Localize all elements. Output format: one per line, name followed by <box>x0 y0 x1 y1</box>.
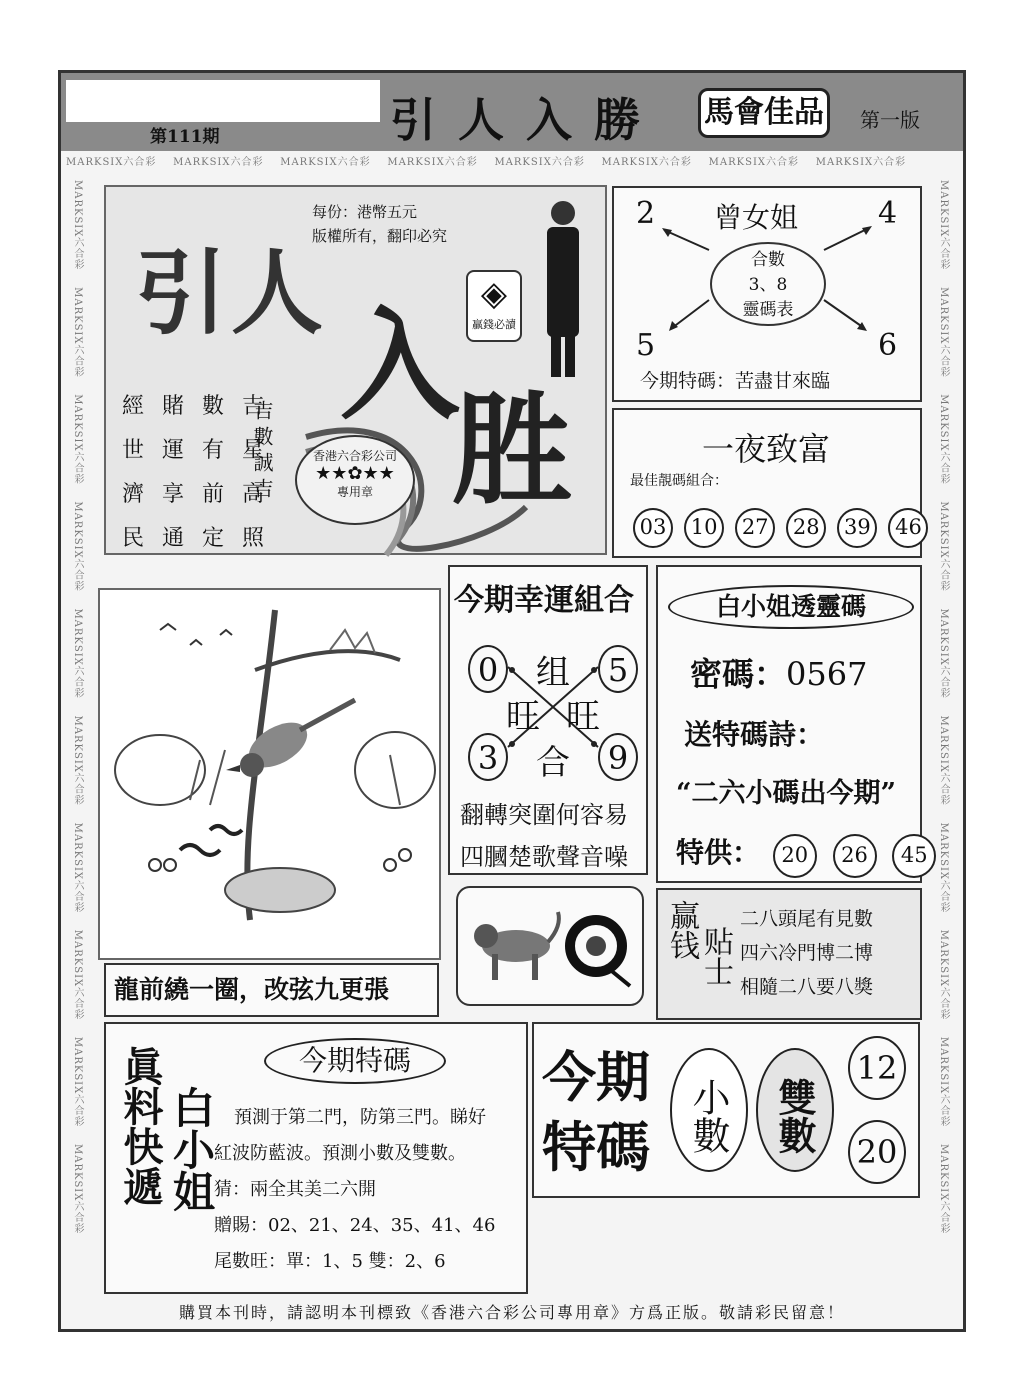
watermark-text: MARKSIX六合彩 <box>72 1036 83 1128</box>
zeng-center-line: 3、8 <box>748 275 788 295</box>
bai-secret-label: 密碼： <box>690 655 787 693</box>
bird-illustration <box>98 588 441 960</box>
watermark-text: MARKSIX六合彩 <box>494 157 585 168</box>
hero-side-poem: 吉數誠吉 <box>250 400 274 504</box>
lucky-char-top: 组 <box>536 653 570 693</box>
snake-icon <box>558 910 638 990</box>
watermark-text: MARKSIX六合彩 <box>938 1143 949 1235</box>
poem-row: 濟享前高 <box>122 482 283 507</box>
watermark-text: MARKSIX六合彩 <box>72 1143 83 1235</box>
zeng-center-line: 靈碼表 <box>742 300 794 320</box>
seal-text: 香港六合彩公司 <box>312 449 397 463</box>
fast-tips-line: 預測于第二門，防第三門。睇好 <box>234 1107 486 1128</box>
dragon-line: 龍前繞一圈，改弦九更張 <box>104 963 439 1017</box>
watermark-text: MARKSIX六合彩 <box>938 1036 949 1128</box>
watermark-text: MARKSIX六合彩 <box>72 929 83 1021</box>
fortune-panel <box>612 408 922 558</box>
watermark-text: MARKSIX六合彩 <box>601 157 692 168</box>
zodiac-animals-panel <box>456 886 644 1006</box>
watermark-column-right <box>936 180 951 1290</box>
lucky-number-br: 9 <box>598 733 638 781</box>
watermark-text: MARKSIX六合彩 <box>938 929 949 1021</box>
tips-panel <box>656 888 922 1020</box>
watermark-text: MARKSIX六合彩 <box>72 501 83 592</box>
zeng-special-text: 今期特碼：苦盡甘來臨 <box>640 370 831 392</box>
bai-special-number: 20 <box>773 834 817 878</box>
fast-tips-mid-title: 白小姐 <box>167 1086 216 1212</box>
fast-tips-line: 尾數旺：單：1、5 雙：2、6 <box>214 1251 446 1272</box>
masthead-blank-area <box>66 80 380 122</box>
fortune-title: 一夜致富 <box>702 430 831 468</box>
poem-row: 經賭數吉 <box>122 394 283 419</box>
bai-title: 白小姐透靈碼 <box>668 585 914 629</box>
zeng-number-br: 6 <box>878 328 898 363</box>
fortune-number: 03 <box>633 508 673 548</box>
bai-secret-line <box>690 649 867 695</box>
watermark-text: MARKSIX六合彩 <box>938 715 949 806</box>
poem-row: 民通定照 <box>122 526 283 551</box>
bai-secret-value: 0567 <box>786 655 868 693</box>
brand-badge: 馬會佳品 <box>698 88 830 138</box>
watermark-column-left <box>70 180 85 1290</box>
watermark-text: MARKSIX六合彩 <box>72 822 83 914</box>
special-code-title-line: 特碼 <box>542 1115 650 1179</box>
zeng-number-tl: 2 <box>636 196 656 231</box>
watermark-text: MARKSIX六合彩 <box>72 180 83 271</box>
watermark-text: MARKSIX六合彩 <box>173 157 264 168</box>
tips-line: 二八頭尾有見數 <box>740 908 874 930</box>
fast-tips-body <box>214 1100 495 1280</box>
tips-label-b: 贴士 <box>698 926 733 986</box>
man-figure-icon <box>535 195 590 380</box>
lucky-poem-line: 四膕楚歌聲音噪 <box>460 843 628 871</box>
zeng-number-bl: 5 <box>636 328 656 363</box>
tips-line: 四六冷門博二博 <box>740 942 874 964</box>
watermark-text: MARKSIX六合彩 <box>708 157 800 168</box>
watermark-text: MARKSIX六合彩 <box>72 287 83 378</box>
fast-tips-panel <box>104 1022 528 1294</box>
fortune-number-list <box>630 508 931 548</box>
lucky-combo-panel <box>448 565 648 875</box>
watermark-text: MARKSIX六合彩 <box>387 157 478 168</box>
official-seal <box>295 435 415 525</box>
logo-text: 贏錢必讀 <box>472 318 516 331</box>
copyright-line: 版權所有，翻印必究 <box>312 227 448 245</box>
fortune-number: 10 <box>684 508 724 548</box>
watermark-text: MARKSIX六合彩 <box>66 157 157 168</box>
special-number: 12 <box>848 1036 906 1100</box>
hero-title-part-2: 入 <box>340 295 460 436</box>
watermark-text: MARKSIX六合彩 <box>938 180 949 271</box>
watermark-text: MARKSIX六合彩 <box>72 715 83 806</box>
zeng-title: 曾女姐 <box>714 201 799 234</box>
special-code-title <box>542 1042 650 1182</box>
zeng-panel <box>612 186 922 402</box>
watermark-text: MARKSIX六合彩 <box>72 394 83 485</box>
fortune-number: 28 <box>786 508 826 548</box>
edition-label: 第一版 <box>860 108 920 132</box>
lucky-number-tl: 0 <box>468 645 508 693</box>
fortune-number: 46 <box>888 508 928 548</box>
bai-poem: “二六小碼出今期” <box>676 778 897 809</box>
fortune-subtitle: 最佳靚碼組合： <box>630 473 728 489</box>
logo-mark-icon: ◈ <box>480 274 508 314</box>
bai-special-label: 特供： <box>676 836 761 869</box>
watermark-row-top <box>66 153 956 175</box>
lucky-char-left: 旺 <box>506 697 540 737</box>
seal-sub-text: 專用章 <box>336 485 373 499</box>
issue-number: 第111期 <box>150 127 220 147</box>
lucky-poem-line: 翻轉突圍何容易 <box>460 801 628 829</box>
bai-poem-label: 送特碼詩： <box>684 718 825 751</box>
fast-tips-box-title: 今期特碼 <box>264 1038 446 1084</box>
fortune-number: 39 <box>837 508 877 548</box>
watermark-text: MARKSIX六合彩 <box>938 394 949 485</box>
special-number: 20 <box>848 1120 906 1184</box>
lucky-title: 今期幸運組合 <box>454 583 634 618</box>
tips-label-a: 赢钱 <box>664 900 699 960</box>
poem-row: 世運有星 <box>122 438 283 463</box>
watermark-text: MARKSIX六合彩 <box>815 157 907 168</box>
logo-badge <box>466 270 522 342</box>
lucky-char-bottom: 合 <box>536 743 570 783</box>
lucky-number-tr: 5 <box>598 645 638 693</box>
bai-special-line <box>676 831 939 878</box>
fast-tips-line: 猜：兩全其美二六開 <box>214 1179 376 1200</box>
tips-line: 相隨二八要八獎 <box>740 976 874 998</box>
price-notice <box>312 200 447 248</box>
special-code-panel <box>532 1022 920 1198</box>
bai-panel <box>656 565 928 883</box>
zeng-center-oval <box>710 242 826 326</box>
zeng-number-tr: 4 <box>878 196 898 231</box>
footer-notice: 購買本刊時，請認明本刊標致《香港六合彩公司專用章》方爲正版。敬請彩民留意！ <box>178 1303 845 1322</box>
fast-tips-left-title: 眞料快遞 <box>117 1046 164 1206</box>
watermark-text: MARKSIX六合彩 <box>938 608 949 699</box>
lucky-number-bl: 3 <box>468 733 508 781</box>
fast-tips-line: 贈賜：02、21、24、35、41、46 <box>214 1215 496 1236</box>
bird-on-branch-icon <box>100 590 439 958</box>
fast-tips-line: 紅波防藍波。預測小數及雙數。 <box>214 1143 466 1164</box>
hero-title-part-1: 引人 <box>135 239 328 347</box>
masthead-title: 引人入勝 <box>390 93 662 147</box>
special-code-title-line: 今期 <box>542 1045 650 1109</box>
watermark-text: MARKSIX六合彩 <box>938 822 949 914</box>
tips-lines <box>740 902 873 1004</box>
watermark-text: MARKSIX六合彩 <box>72 608 83 699</box>
seal-stars-icon: ★★✿★★ <box>315 463 395 484</box>
special-oval-even: 雙數 <box>756 1048 834 1172</box>
watermark-text: MARKSIX六合彩 <box>280 157 371 168</box>
lucky-char-right: 旺 <box>566 697 600 737</box>
hero-title-part-3: 胜 <box>452 380 572 521</box>
special-oval-small: 小數 <box>670 1048 748 1172</box>
price-line: 每份：港幣五元 <box>312 203 418 221</box>
fortune-number: 27 <box>735 508 775 548</box>
bai-special-number: 45 <box>892 834 936 878</box>
watermark-text: MARKSIX六合彩 <box>938 287 949 378</box>
watermark-text: MARKSIX六合彩 <box>938 501 949 592</box>
zeng-center-line: 合數 <box>751 250 785 270</box>
bai-special-number: 26 <box>833 834 877 878</box>
